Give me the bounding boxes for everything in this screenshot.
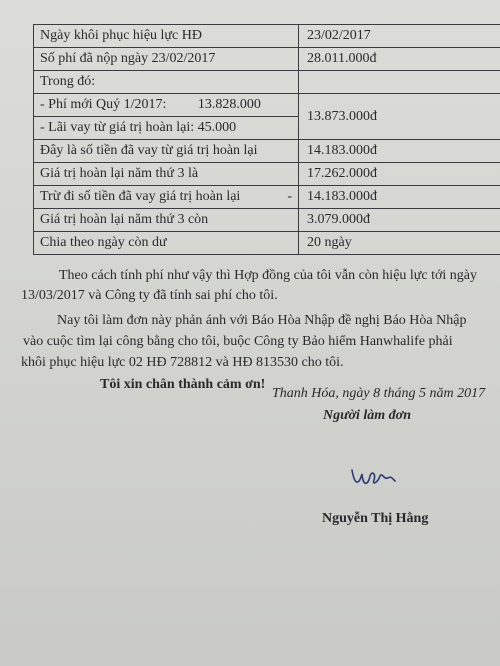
row-value: 14.183.000đ — [299, 140, 500, 163]
row-label: - Lãi vay từ giá trị hoàn lại: 45.000 — [34, 117, 299, 140]
row-label: Trong đó: — [34, 71, 299, 94]
fee-table — [33, 24, 500, 255]
table-row — [34, 94, 500, 117]
table-row — [34, 232, 500, 255]
row-label — [34, 94, 299, 117]
row-label — [34, 186, 299, 209]
table-row — [34, 25, 500, 48]
paragraph-line: Nay tôi làm đơn này phản ánh với Báo Hòa Nhập đề nghị Báo Hòa Nhập — [57, 313, 467, 328]
row-value: 3.079.000đ — [299, 209, 500, 232]
row-value: 17.262.000đ — [299, 163, 500, 186]
row-label: Chia theo ngày còn dư — [34, 232, 299, 255]
row-label: Đây là số tiền đã vay từ giá trị hoàn lại — [34, 140, 299, 163]
deduct-dash: - — [287, 189, 292, 204]
handwritten-signature — [348, 462, 398, 492]
signer-name: Nguyễn Thị Hằng — [322, 511, 429, 526]
paragraph-line: vào cuộc tìm lại công bằng cho tôi, buộc Công ty Bảo hiểm Hanwhalife phải — [23, 334, 453, 349]
table-row — [34, 186, 500, 209]
row-label: Giá trị hoàn lại năm thứ 3 là — [34, 163, 299, 186]
row-label: Giá trị hoàn lại năm thứ 3 còn — [34, 209, 299, 232]
row-value: 13.873.000đ — [299, 94, 500, 140]
table-row — [34, 163, 500, 186]
paragraph-line: 13/03/2017 và Công ty đã tính sai phí cho tôi. — [21, 288, 278, 303]
closing-thanks: Tôi xin chân thành cảm ơn! — [100, 377, 266, 392]
signer-title: Người làm đơn — [323, 408, 411, 423]
paragraph-line: Theo cách tính phí như vậy thì Hợp đồng của tôi vẫn còn hiệu lực tới ngày — [59, 268, 477, 283]
table-row — [34, 140, 500, 163]
row-value: 20 ngày — [299, 232, 500, 255]
table-row — [34, 209, 500, 232]
fee-amount: 13.828.000 — [197, 97, 261, 112]
deduct-label: Trừ đi số tiền đã vay giá trị hoàn lại — [40, 189, 241, 204]
table-row — [34, 71, 500, 94]
row-value: 23/02/2017 — [299, 25, 500, 48]
row-label: Ngày khôi phục hiệu lực HĐ — [34, 25, 299, 48]
paragraph-line: khôi phục hiệu lực 02 HĐ 728812 và HĐ 813530 cho tôi. — [21, 355, 344, 370]
row-value — [299, 71, 500, 94]
fee-label: - Phí mới Quý 1/2017: — [40, 97, 167, 112]
place-date: Thanh Hóa, ngày 8 tháng 5 năm 2017 — [272, 386, 486, 401]
row-label: Số phí đã nộp ngày 23/02/2017 — [34, 48, 299, 71]
table-row — [34, 48, 500, 71]
row-value: 14.183.000đ — [299, 186, 500, 209]
row-value: 28.011.000đ — [299, 48, 500, 71]
